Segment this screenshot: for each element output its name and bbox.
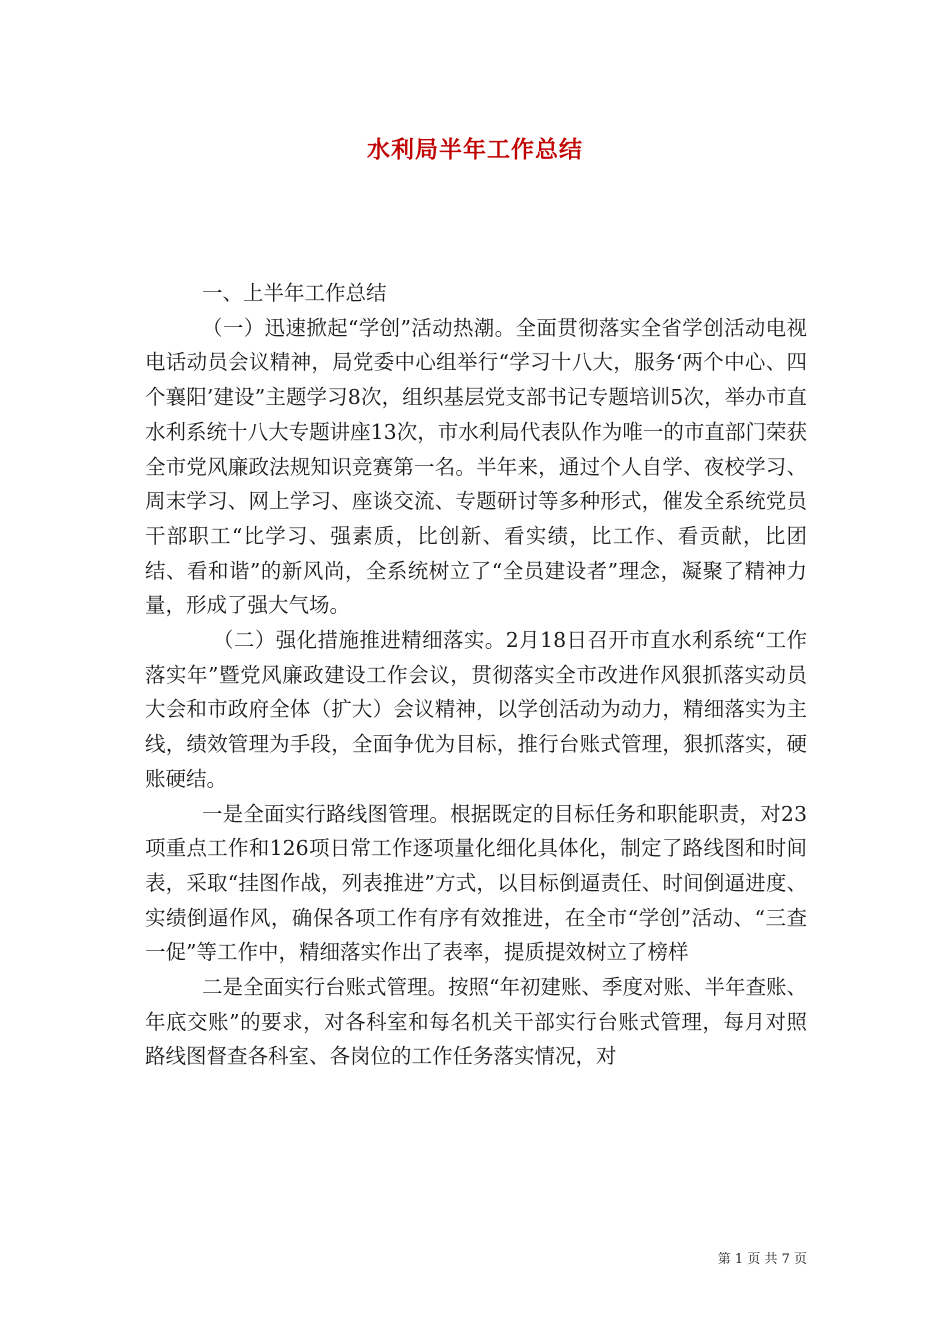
page-indicator: 第 1 页 共 7 页: [717, 1252, 807, 1267]
paragraph-4: 二是全面实行台账式管理。按照“年初建账、季度对账、半年查账、年底交账”的要求，对各科室和每名机关干部实行台账式管理，每月对照路线图督查各科室、各岗位的工作任务落实情况，对: [145, 975, 807, 1069]
document-title: 水利局半年工作总结: [367, 137, 583, 163]
paragraph-2: （二）强化措施推进精细落实。2月18日召开市直水利系统“工作落实年”暨党风廉政建设工作会议，贯彻落实全市改进作风狠抓落实动员大会和市政府全体（扩大）会议精神，以学创活动为动力，精细落实为主线，绩效管理为手段，全面争优为目标，推行台账式管理，狠抓落实，硬账硬结。: [145, 628, 807, 791]
paragraph-3: 一是全面实行路线图管理。根据既定的目标任务和职能职责，对23项重点工作和126项日常工作逐项量化细化具体化，制定了路线图和时间表，采取“挂图作战，列表推进”方式，以目标倒逼责任、时间倒逼进度、实绩倒逼作风，确保各项工作有序有效推进，在全市“学创”活动、“三查一促”等工作中，精细落实作出了表率，提质提效树立了榜样: [145, 801, 807, 965]
document-body: [145, 276, 807, 1074]
section-heading: 一、上半年工作总结: [202, 281, 387, 305]
paragraph-1: （一）迅速掀起“学创”活动热潮。全面贯彻落实全省学创活动电视电话动员会议精神，局党委中心组举行“学习十八大，服务‘两个中心、四个襄阳’建设”主题学习8次，组织基层党支部书记专题培训5次，举办市直水利系统十八大专题讲座13次，市水利局代表队作为唯一的市直部门荣获全市党风廉政法规知识竞赛第一名。半年来，通过个人自学、夜校学习、周末学习、网上学习、座谈交流、专题研讨等多种形式，催发全系统党员干部职工“比学习、强素质，比创新、看实绩，比工作、看贡献，比团结、看和谐”的新风尚，全系统树立了“全员建设者”理念，凝聚了精神力量，形成了强大气场。: [145, 315, 807, 618]
